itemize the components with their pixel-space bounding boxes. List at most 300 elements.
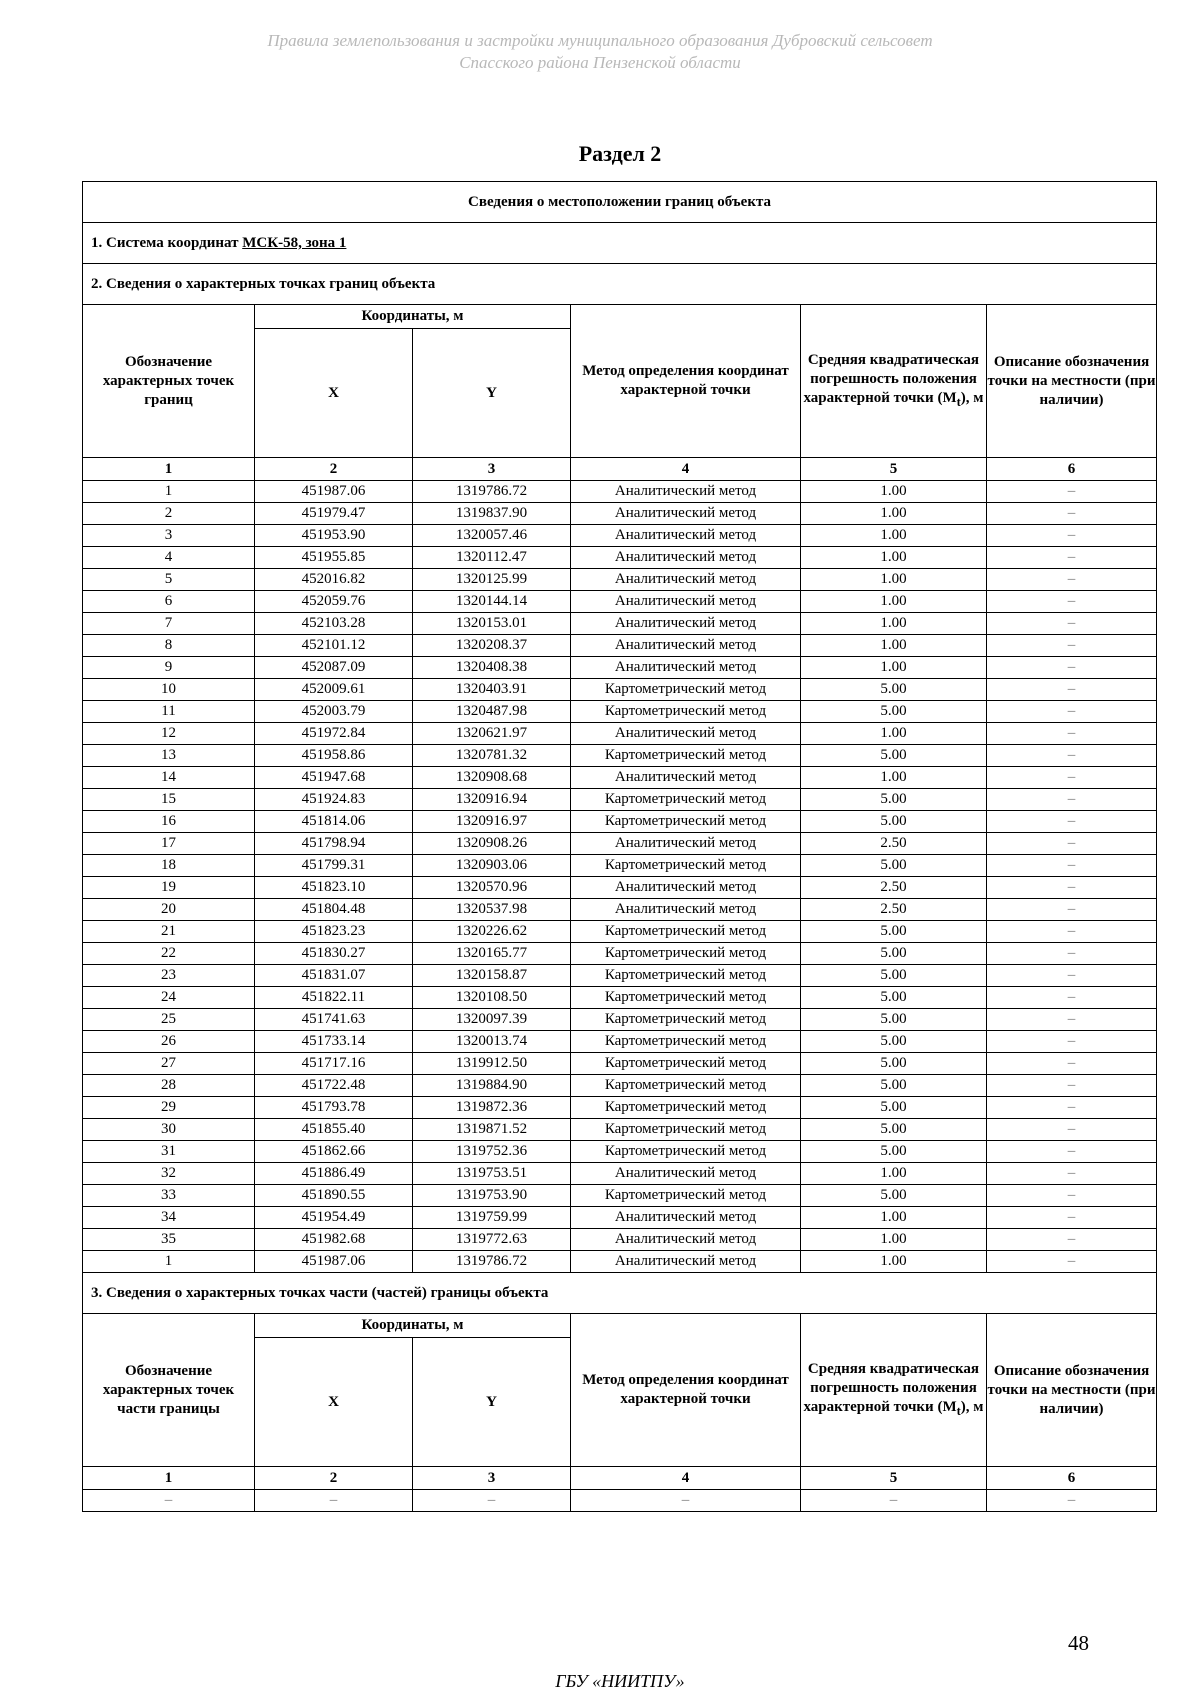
table-row-cell: 5.00: [801, 811, 987, 833]
table-row-cell: 1320903.06: [413, 855, 571, 877]
table-row-cell: –: [987, 525, 1157, 547]
table-row-cell: 9: [83, 657, 255, 679]
points-title-row: [83, 264, 1157, 305]
table-row: [83, 723, 1157, 745]
part-col-number: 2: [255, 1467, 413, 1490]
table-row-cell: –: [987, 481, 1157, 503]
column-number-row: [83, 458, 1157, 481]
part-col-header-x: X: [255, 1338, 413, 1467]
table-row: [83, 701, 1157, 723]
table-row-cell: 1320781.32: [413, 745, 571, 767]
table-row-cell: Аналитический метод: [571, 877, 801, 899]
table-row-cell: 1320144.14: [413, 591, 571, 613]
table-row: [83, 1251, 1157, 1273]
table-row-cell: –: [987, 943, 1157, 965]
table-row-cell: 451953.90: [255, 525, 413, 547]
part-table-row-cell: –: [571, 1490, 801, 1512]
table-row-cell: 451830.27: [255, 943, 413, 965]
table-row-cell: Картометрический метод: [571, 1031, 801, 1053]
table-row-cell: 1320537.98: [413, 899, 571, 921]
table-row-cell: –: [987, 1229, 1157, 1251]
part-col-header-point: Обозначение характерных точек части границы: [83, 1314, 255, 1467]
table-row-cell: 1320097.39: [413, 1009, 571, 1031]
table-row-cell: 5.00: [801, 1185, 987, 1207]
table-row-cell: 5.00: [801, 679, 987, 701]
table-row: [83, 943, 1157, 965]
table-row-cell: –: [987, 877, 1157, 899]
part-table-row-cell: –: [255, 1490, 413, 1512]
table-row-cell: –: [987, 701, 1157, 723]
table-row-cell: 5.00: [801, 1031, 987, 1053]
table-row-cell: Аналитический метод: [571, 657, 801, 679]
table-row-cell: Картометрический метод: [571, 1053, 801, 1075]
table-row-cell: –: [987, 811, 1157, 833]
col-header-description: Описание обозначения точки на местности (при наличии): [987, 305, 1157, 458]
table-row-cell: 1.00: [801, 1251, 987, 1273]
footer: ГБУ «НИИТПУ»: [555, 1671, 685, 1691]
table-row-cell: 2.50: [801, 833, 987, 855]
table-row-cell: –: [987, 987, 1157, 1009]
table-row-cell: 451987.06: [255, 1251, 413, 1273]
table-row-cell: 5.00: [801, 701, 987, 723]
table-row-cell: 13: [83, 745, 255, 767]
table-row-cell: 5.00: [801, 1009, 987, 1031]
coord-system: [83, 223, 1157, 264]
table-row-cell: –: [987, 1119, 1157, 1141]
boundary-table: [82, 181, 1157, 1512]
table-row-cell: 12: [83, 723, 255, 745]
table-row-cell: 452087.09: [255, 657, 413, 679]
table-row-cell: 1320570.96: [413, 877, 571, 899]
col-number: 2: [255, 458, 413, 481]
table-row-cell: 1320108.50: [413, 987, 571, 1009]
table-row: [83, 679, 1157, 701]
table-row-cell: Картометрический метод: [571, 1009, 801, 1031]
table-row-cell: Аналитический метод: [571, 1251, 801, 1273]
table-row-cell: –: [987, 569, 1157, 591]
table-row-cell: 451958.86: [255, 745, 413, 767]
table-row-cell: 1320916.94: [413, 789, 571, 811]
col-header-error-tail: ), м: [960, 389, 984, 406]
table-row-cell: 5.00: [801, 921, 987, 943]
table-row: [83, 1141, 1157, 1163]
table-row-cell: 1320158.87: [413, 965, 571, 987]
table-row-cell: 1319752.36: [413, 1141, 571, 1163]
table-row: [83, 591, 1157, 613]
table-row-cell: Картометрический метод: [571, 965, 801, 987]
table-row-cell: 1319786.72: [413, 1251, 571, 1273]
table-row-cell: Картометрический метод: [571, 1185, 801, 1207]
table-row-cell: 451954.49: [255, 1207, 413, 1229]
column-header-row: [83, 305, 1157, 329]
table-row-cell: –: [987, 1163, 1157, 1185]
table-row-cell: 451793.78: [255, 1097, 413, 1119]
table-row-cell: 2.50: [801, 899, 987, 921]
table-row-cell: 18: [83, 855, 255, 877]
table-row-cell: –: [987, 833, 1157, 855]
part-table-row-cell: –: [987, 1490, 1157, 1512]
table-row-cell: Аналитический метод: [571, 613, 801, 635]
table-row: [83, 1207, 1157, 1229]
table-row-cell: Аналитический метод: [571, 503, 801, 525]
table-row-cell: Картометрический метод: [571, 789, 801, 811]
running-header: [0, 30, 1200, 74]
table-row-cell: –: [987, 767, 1157, 789]
table-row-cell: 451886.49: [255, 1163, 413, 1185]
table-row-cell: 451855.40: [255, 1119, 413, 1141]
table-row: [83, 1163, 1157, 1185]
table-row-cell: 1: [83, 481, 255, 503]
table-row-cell: 451890.55: [255, 1185, 413, 1207]
table-row-cell: 451972.84: [255, 723, 413, 745]
table-row-cell: 5.00: [801, 855, 987, 877]
table-row-cell: 1: [83, 1251, 255, 1273]
table-row-cell: 451831.07: [255, 965, 413, 987]
part-col-header-description: Описание обозначения точки на местности (при наличии): [987, 1314, 1157, 1467]
table-row-cell: –: [987, 855, 1157, 877]
table-row-cell: 7: [83, 613, 255, 635]
table-row-cell: –: [987, 965, 1157, 987]
part-table-row-cell: –: [801, 1490, 987, 1512]
table-row-cell: 5.00: [801, 1119, 987, 1141]
table-row-cell: 451722.48: [255, 1075, 413, 1097]
table-row-cell: 451947.68: [255, 767, 413, 789]
table-row-cell: 1320165.77: [413, 943, 571, 965]
table-row-cell: 451987.06: [255, 481, 413, 503]
table-row-cell: 451804.48: [255, 899, 413, 921]
table-row-cell: 32: [83, 1163, 255, 1185]
table-row-cell: 5: [83, 569, 255, 591]
table-row-cell: 1.00: [801, 547, 987, 569]
table-row: [83, 1097, 1157, 1119]
table-row-cell: –: [987, 1075, 1157, 1097]
table-row: [83, 899, 1157, 921]
part-col-number: 3: [413, 1467, 571, 1490]
table-row: [83, 1119, 1157, 1141]
table-row-cell: –: [987, 723, 1157, 745]
table-row-cell: –: [987, 613, 1157, 635]
col-header-coords: Координаты, м: [255, 305, 571, 329]
table-row: [83, 811, 1157, 833]
table-row-cell: 452059.76: [255, 591, 413, 613]
table-row-cell: 452101.12: [255, 635, 413, 657]
table-row-cell: 451924.83: [255, 789, 413, 811]
table-row: [83, 613, 1157, 635]
table-row-cell: 20: [83, 899, 255, 921]
table-row-cell: 26: [83, 1031, 255, 1053]
col-header-error: [801, 305, 987, 458]
col-header-point: Обозначение характерных точек границ: [83, 305, 255, 458]
part-col-header-error-text: Средняя квадратическая погрешность положения характерной точки (M: [803, 1360, 980, 1415]
table-row-cell: 30: [83, 1119, 255, 1141]
table-row-cell: 1.00: [801, 503, 987, 525]
table-row: [83, 1229, 1157, 1251]
table-row-cell: –: [987, 1031, 1157, 1053]
table-row: [83, 855, 1157, 877]
table-row-cell: 1.00: [801, 767, 987, 789]
table-row-cell: 451955.85: [255, 547, 413, 569]
table-row-cell: –: [987, 1207, 1157, 1229]
table-row: [83, 789, 1157, 811]
table-row-cell: 24: [83, 987, 255, 1009]
table-row-cell: 3: [83, 525, 255, 547]
table-row-cell: 452016.82: [255, 569, 413, 591]
table-row-cell: 19: [83, 877, 255, 899]
table-row-cell: 8: [83, 635, 255, 657]
table-title-row: [83, 182, 1157, 223]
table-row-cell: –: [987, 547, 1157, 569]
table-row-cell: 1319912.50: [413, 1053, 571, 1075]
table-row-cell: 5.00: [801, 1053, 987, 1075]
table-row-cell: Картометрический метод: [571, 811, 801, 833]
col-number: 3: [413, 458, 571, 481]
table-row-cell: 452003.79: [255, 701, 413, 723]
table-row-cell: 451798.94: [255, 833, 413, 855]
table-row-cell: 5.00: [801, 1075, 987, 1097]
table-row-cell: –: [987, 591, 1157, 613]
table-row: [83, 1009, 1157, 1031]
table-row-cell: 23: [83, 965, 255, 987]
table-row-cell: 5.00: [801, 745, 987, 767]
table-row-cell: –: [987, 679, 1157, 701]
table-row-cell: 451717.16: [255, 1053, 413, 1075]
col-header-error-text: Средняя квадратическая погрешность положения характерной точки (M: [803, 351, 980, 406]
table-row-cell: Аналитический метод: [571, 1207, 801, 1229]
table-row-cell: 451979.47: [255, 503, 413, 525]
table-row: [83, 965, 1157, 987]
table-row-cell: Аналитический метод: [571, 1229, 801, 1251]
table-row: [83, 833, 1157, 855]
table-row-cell: 1320621.97: [413, 723, 571, 745]
table-row: [83, 569, 1157, 591]
table-row-cell: Аналитический метод: [571, 591, 801, 613]
table-row-cell: 4: [83, 547, 255, 569]
table-row-cell: 6: [83, 591, 255, 613]
table-row-cell: –: [987, 1097, 1157, 1119]
col-header-method: Метод определения координат характерной точки: [571, 305, 801, 458]
table-row: [83, 525, 1157, 547]
table-row: [83, 657, 1157, 679]
col-header-x: X: [255, 329, 413, 458]
table-row-cell: 1.00: [801, 481, 987, 503]
table-row-cell: Аналитический метод: [571, 1163, 801, 1185]
table-row-cell: Картометрический метод: [571, 921, 801, 943]
table-row-cell: 5.00: [801, 943, 987, 965]
table-row-cell: Картометрический метод: [571, 701, 801, 723]
part-title-row: [83, 1273, 1157, 1314]
table-row-cell: Аналитический метод: [571, 833, 801, 855]
table-row-cell: 1320125.99: [413, 569, 571, 591]
table-row-cell: –: [987, 745, 1157, 767]
table-row-cell: 1320112.47: [413, 547, 571, 569]
table-row-cell: 1.00: [801, 525, 987, 547]
table-row: [83, 877, 1157, 899]
table-row-cell: Картометрический метод: [571, 1119, 801, 1141]
table-row-cell: 1319759.99: [413, 1207, 571, 1229]
table-row-cell: Аналитический метод: [571, 547, 801, 569]
part-col-header-y: Y: [413, 1338, 571, 1467]
table-row-cell: –: [987, 1053, 1157, 1075]
table-row-cell: 451823.10: [255, 877, 413, 899]
table-row-cell: 1.00: [801, 1163, 987, 1185]
table-row-cell: 1.00: [801, 569, 987, 591]
table-row-cell: 21: [83, 921, 255, 943]
table-row-cell: Аналитический метод: [571, 525, 801, 547]
table-row-cell: –: [987, 503, 1157, 525]
table-row-cell: Картометрический метод: [571, 855, 801, 877]
points-title: 2. Сведения о характерных точках границ объекта: [83, 264, 1157, 305]
table-row-cell: 1.00: [801, 1207, 987, 1229]
table-row-cell: 35: [83, 1229, 255, 1251]
table-row-cell: 1320208.37: [413, 635, 571, 657]
table-row: [83, 1053, 1157, 1075]
part-title: 3. Сведения о характерных точках части (частей) границы объекта: [83, 1273, 1157, 1314]
table-row-cell: Картометрический метод: [571, 943, 801, 965]
table-row-cell: 15: [83, 789, 255, 811]
page-number: 48: [1068, 1631, 1089, 1655]
table-row-cell: 1320057.46: [413, 525, 571, 547]
part-column-number-row: [83, 1467, 1157, 1490]
table-row-cell: 1.00: [801, 635, 987, 657]
col-header-y: Y: [413, 329, 571, 458]
table-row: [83, 745, 1157, 767]
table-row-cell: Картометрический метод: [571, 987, 801, 1009]
table-row-cell: 451823.23: [255, 921, 413, 943]
part-col-header-error-sub: t: [956, 1403, 961, 1418]
part-col-header-method: Метод определения координат характерной точки: [571, 1314, 801, 1467]
table-row-cell: Аналитический метод: [571, 899, 801, 921]
table-row-cell: 5.00: [801, 1097, 987, 1119]
table-row-cell: 1.00: [801, 613, 987, 635]
table-row: [83, 503, 1157, 525]
table-row-cell: –: [987, 657, 1157, 679]
table-row-cell: –: [987, 1251, 1157, 1273]
table-row-cell: –: [987, 899, 1157, 921]
table-row-cell: Аналитический метод: [571, 481, 801, 503]
table-row-cell: –: [987, 789, 1157, 811]
table-row-cell: 1319753.51: [413, 1163, 571, 1185]
table-row-cell: 2.50: [801, 877, 987, 899]
table-row-cell: 27: [83, 1053, 255, 1075]
table-row-cell: Аналитический метод: [571, 723, 801, 745]
table-row-cell: 1319837.90: [413, 503, 571, 525]
coord-system-row: [83, 223, 1157, 264]
table-title: Сведения о местоположении границ объекта: [83, 182, 1157, 223]
part-col-number: 5: [801, 1467, 987, 1490]
table-row: [83, 921, 1157, 943]
coord-system-label: 1. Система координат: [91, 234, 243, 251]
table-row-cell: 28: [83, 1075, 255, 1097]
table-row-cell: –: [987, 921, 1157, 943]
table-row-cell: 1320487.98: [413, 701, 571, 723]
table-row-cell: –: [987, 1185, 1157, 1207]
part-table-row-cell: –: [83, 1490, 255, 1512]
table-row-cell: Картометрический метод: [571, 1141, 801, 1163]
table-row-cell: 451982.68: [255, 1229, 413, 1251]
part-col-number: 1: [83, 1467, 255, 1490]
part-table-row: [83, 1490, 1157, 1512]
table-row-cell: 1319772.63: [413, 1229, 571, 1251]
table-row-cell: 451799.31: [255, 855, 413, 877]
col-header-error-sub: t: [956, 394, 961, 409]
table-row-cell: 1.00: [801, 657, 987, 679]
table-row-cell: 1320153.01: [413, 613, 571, 635]
table-row-cell: 1320013.74: [413, 1031, 571, 1053]
table-row-cell: 451862.66: [255, 1141, 413, 1163]
table-row: [83, 1031, 1157, 1053]
section-title: Раздел 2: [578, 141, 662, 166]
table-row: [83, 547, 1157, 569]
col-number: 1: [83, 458, 255, 481]
table-row-cell: Картометрический метод: [571, 679, 801, 701]
table-row-cell: Аналитический метод: [571, 767, 801, 789]
table-row-cell: 1.00: [801, 591, 987, 613]
table-row-cell: 5.00: [801, 965, 987, 987]
table-row-cell: 10: [83, 679, 255, 701]
table-row-cell: Картометрический метод: [571, 745, 801, 767]
table-row-cell: 451814.06: [255, 811, 413, 833]
part-col-header-error: [801, 1314, 987, 1467]
part-column-header-row: [83, 1314, 1157, 1338]
table-row: [83, 635, 1157, 657]
table-row-cell: 1.00: [801, 1229, 987, 1251]
table-row-cell: Аналитический метод: [571, 635, 801, 657]
table-row-cell: –: [987, 1009, 1157, 1031]
table-row-cell: Картометрический метод: [571, 1075, 801, 1097]
table-row-cell: 5.00: [801, 987, 987, 1009]
table-row-cell: Картометрический метод: [571, 1097, 801, 1119]
table-row-cell: 451741.63: [255, 1009, 413, 1031]
table-row-cell: 1.00: [801, 723, 987, 745]
col-number: 5: [801, 458, 987, 481]
table-row-cell: 34: [83, 1207, 255, 1229]
table-row-cell: 1320908.26: [413, 833, 571, 855]
part-col-header-error-tail: ), м: [960, 1398, 984, 1415]
table-row-cell: 25: [83, 1009, 255, 1031]
table-row-cell: 33: [83, 1185, 255, 1207]
table-row-cell: 1319871.52: [413, 1119, 571, 1141]
table-row-cell: 11: [83, 701, 255, 723]
table-row-cell: 1319872.36: [413, 1097, 571, 1119]
table-row-cell: 1320916.97: [413, 811, 571, 833]
table-row-cell: 1319753.90: [413, 1185, 571, 1207]
table-row-cell: 1319884.90: [413, 1075, 571, 1097]
table-row-cell: 451733.14: [255, 1031, 413, 1053]
table-row-cell: 452103.28: [255, 613, 413, 635]
table-row-cell: 451822.11: [255, 987, 413, 1009]
table-row-cell: 29: [83, 1097, 255, 1119]
coord-system-value: МСК-58, зона 1: [242, 234, 347, 251]
table-row-cell: 22: [83, 943, 255, 965]
part-col-number: 6: [987, 1467, 1157, 1490]
table-row-cell: 5.00: [801, 1141, 987, 1163]
table-row: [83, 767, 1157, 789]
table-row: [83, 481, 1157, 503]
header-line-1: Правила землепользования и застройки муниципального образования Дубровский сельсовет: [267, 31, 933, 50]
table-row: [83, 1075, 1157, 1097]
table-row: [83, 987, 1157, 1009]
part-table-row-cell: –: [413, 1490, 571, 1512]
table-row-cell: 1319786.72: [413, 481, 571, 503]
table-row-cell: 16: [83, 811, 255, 833]
table-row-cell: 1320226.62: [413, 921, 571, 943]
part-col-header-coords: Координаты, м: [255, 1314, 571, 1338]
header-line-2: Спасского района Пензенской области: [459, 53, 741, 72]
table-row-cell: 452009.61: [255, 679, 413, 701]
table-row: [83, 1185, 1157, 1207]
table-row-cell: 31: [83, 1141, 255, 1163]
table-row-cell: 2: [83, 503, 255, 525]
